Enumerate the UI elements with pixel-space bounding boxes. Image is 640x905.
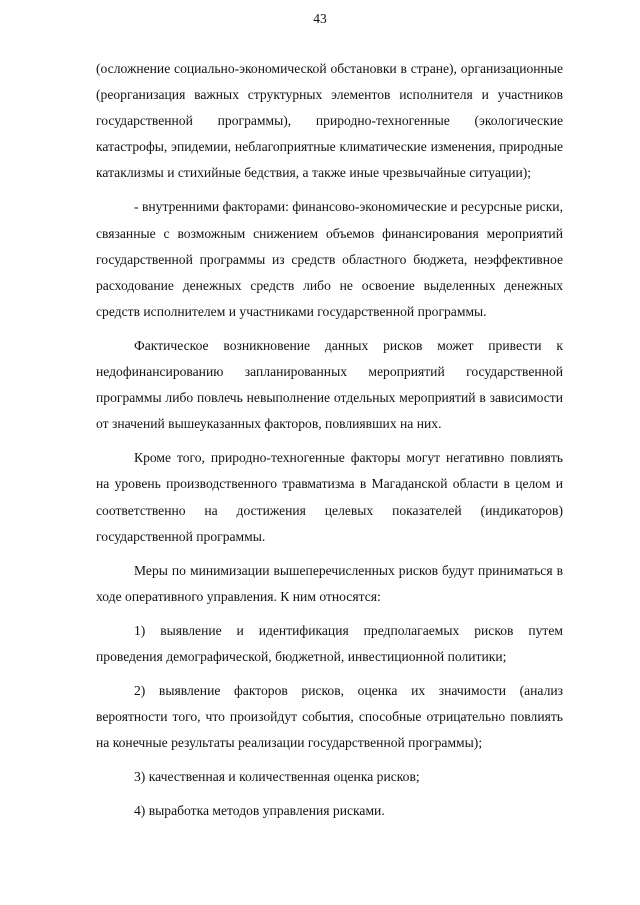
- page-number: 43: [313, 11, 327, 26]
- paragraph-natural-factors: Кроме того, природно-техногенные факторы могут негативно повлиять на уровень производственного травматизма в Магаданской области в целом и соответственно на достижения целевых показателей (индикаторов) государственной программы.: [96, 450, 563, 544]
- list-item-risk-evaluation: 2) выявление факторов рисков, оценка их значимости (анализ вероятности того, что произойдут события, способные отрицательно повлиять на конечные результаты реализации государственной программы);: [96, 683, 563, 751]
- paragraph-risk-factors-continued: (осложнение социально-экономической обстановки в стране), организационные (реорганизация важных структурных элементов исполнителя и участников государственной программы), природно-техногенные (экологические катастрофы, эпидемии, неблагоприятные климатические изменения, природные катаклизмы и стихийные бедствия, а также иные чрезвычайные ситуации);: [96, 61, 563, 181]
- list-item-risk-management: 4) выработка методов управления рисками.: [134, 803, 385, 819]
- list-item-risk-assessment: 3) качественная и количественная оценка рисков;: [134, 769, 420, 785]
- document-body: [96, 56, 563, 825]
- list-item-risk-identification: 1) выявление и идентификация предполагаемых рисков путем проведения демографической, бюджетной, инвестиционной политики;: [96, 622, 563, 664]
- paragraph-internal-factors: - внутренними факторами: финансово-экономические и ресурсные риски, связанные с возможным снижением объемов финансирования мероприятий государственной программы из средств областного бюджета, неэффективное расходование денежных средств либо не освоение выделенных денежных средств исполнителем и участниками государственной программы.: [96, 199, 563, 319]
- paragraph-risk-consequences: Фактическое возникновение данных рисков может привести к недофинансированию запланированных мероприятий государственной программы либо повлечь невыполнение отдельных мероприятий в зависимости от значений вышеуказанных факторов, повлиявших на них.: [96, 337, 563, 432]
- paragraph-risk-measures: Меры по минимизации вышеперечисленных рисков будут приниматься в ходе оперативного управления. К ним относятся:: [96, 562, 563, 604]
